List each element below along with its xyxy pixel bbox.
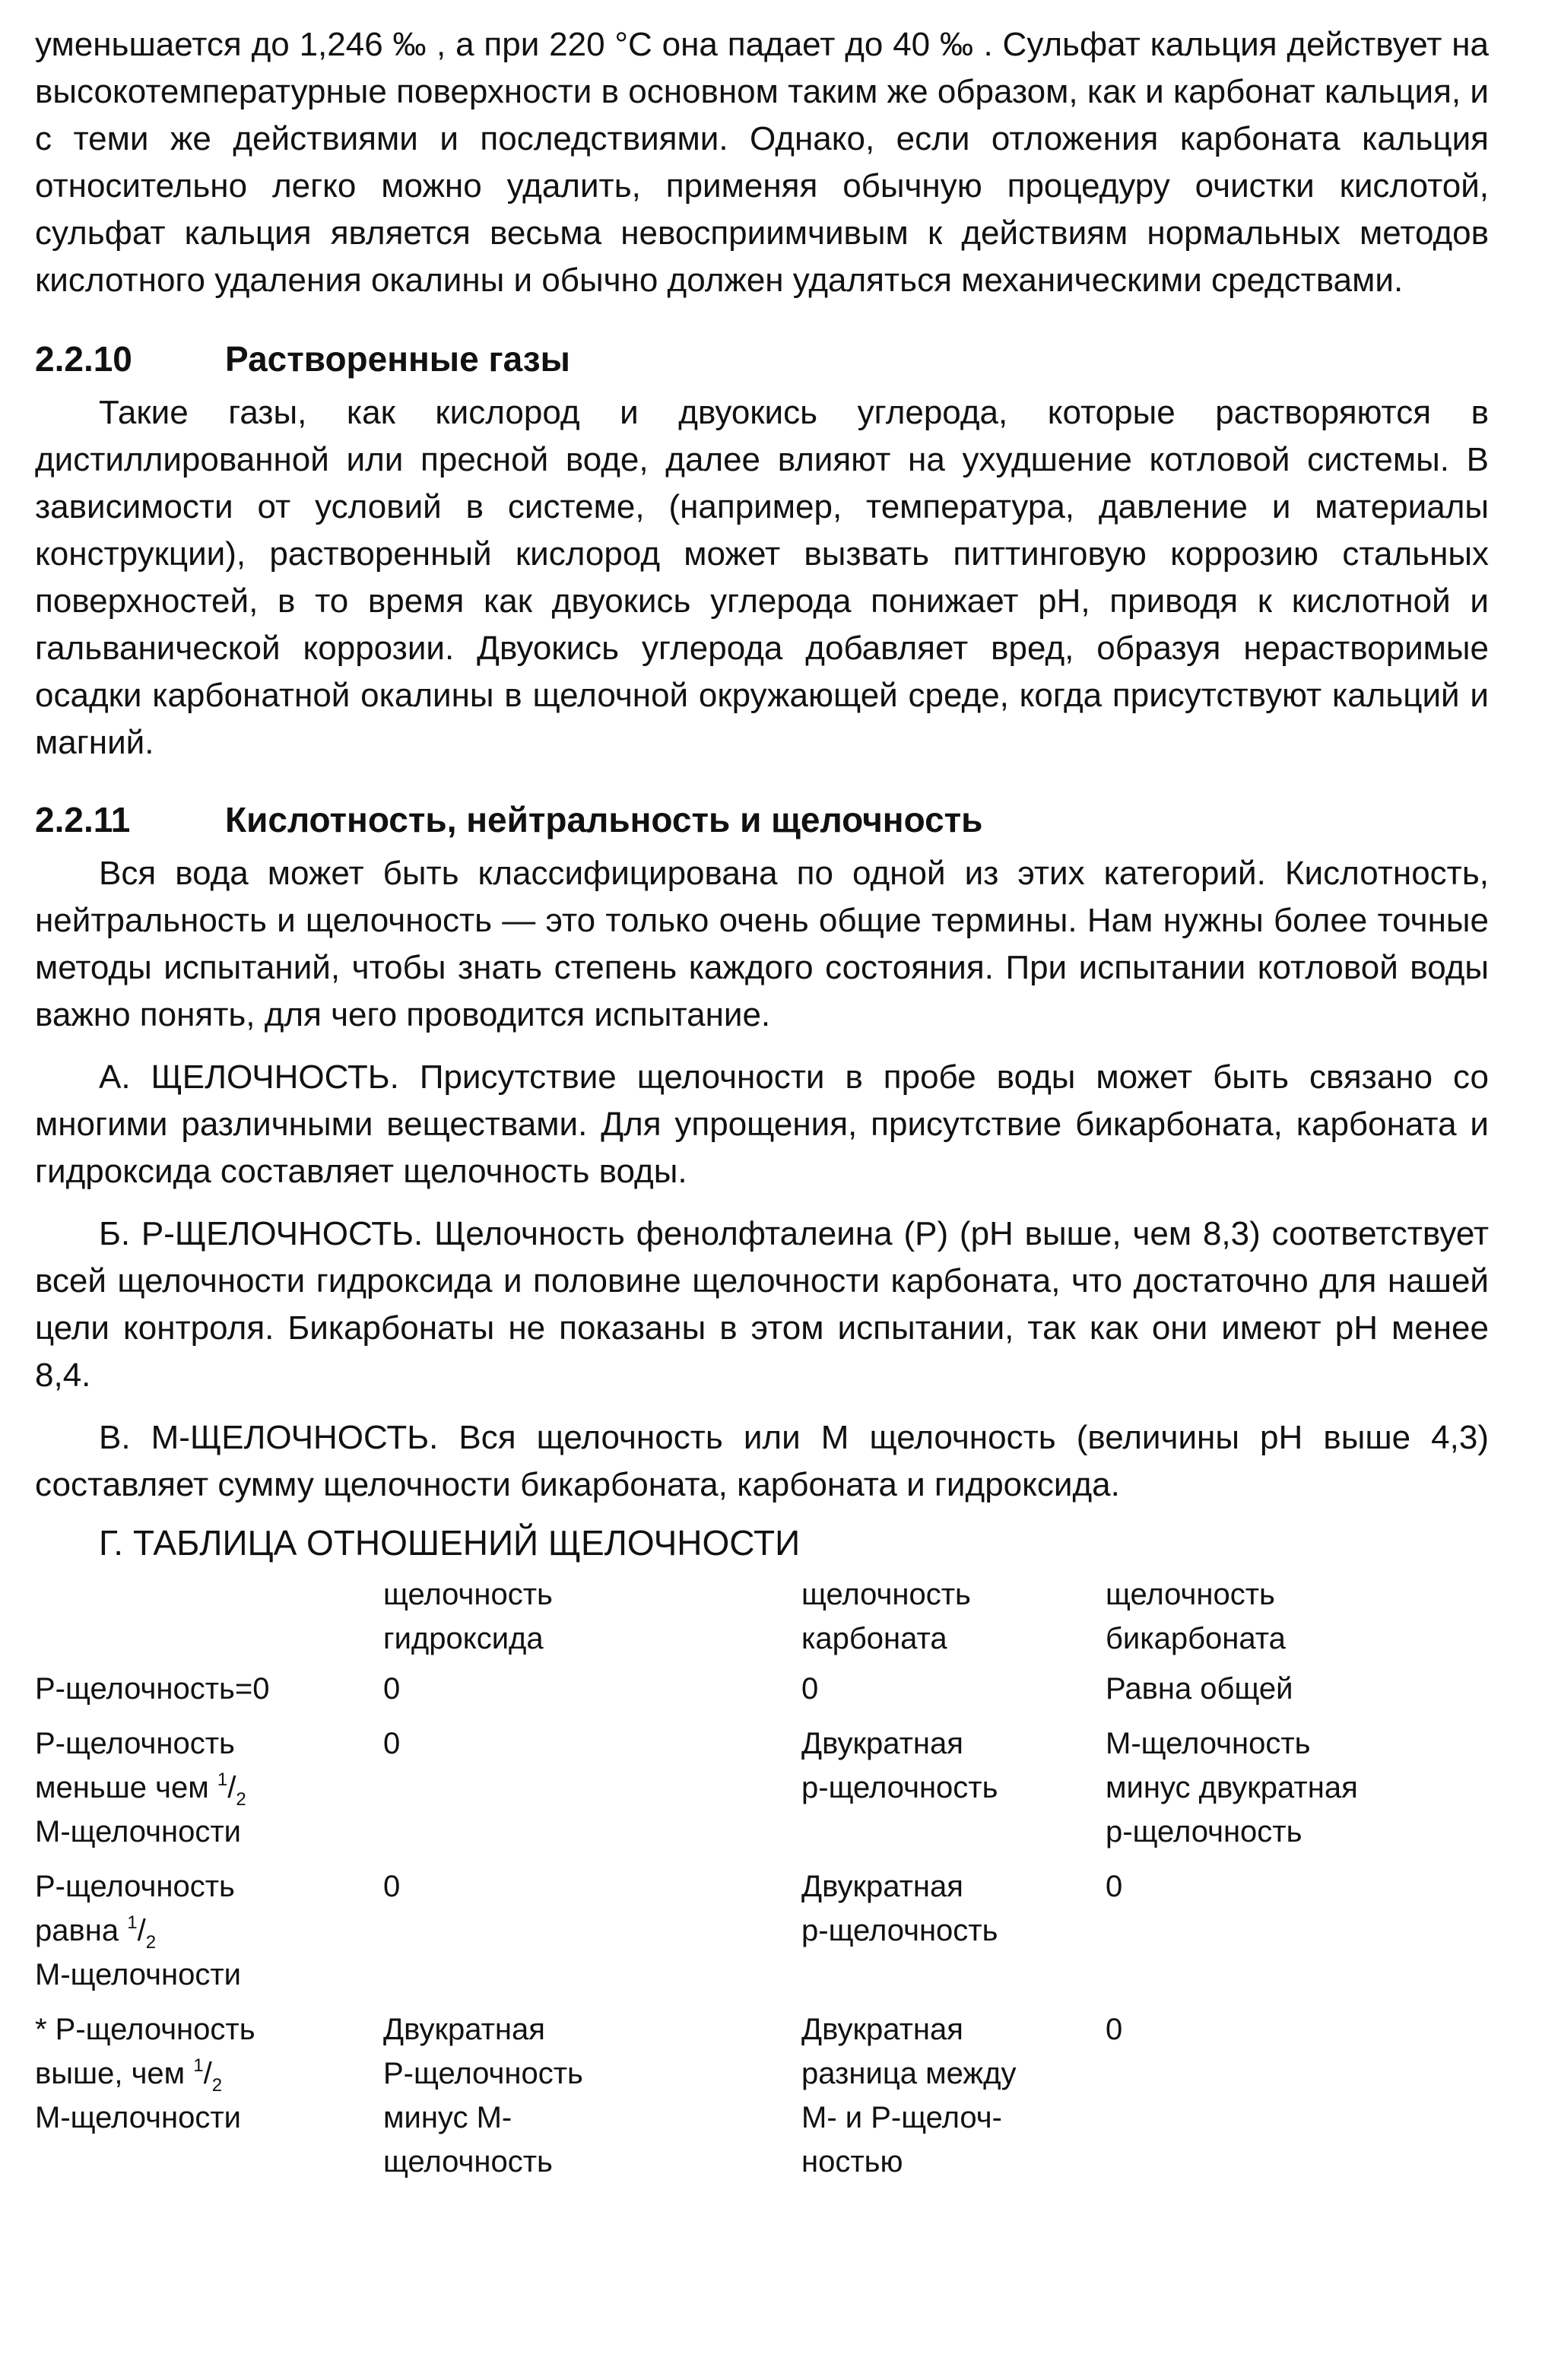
header-line: щелочность <box>1106 1578 1275 1611</box>
header-line: щелочность <box>383 1578 553 1611</box>
cell-line: Двукратная <box>383 2013 545 2046</box>
header-line: гидроксида <box>383 1622 544 1655</box>
row-label-line: Р-щелочность=0 <box>35 1672 270 1706</box>
cell-line: минус двукратная <box>1106 1771 1358 1804</box>
section-number: 2.2.10 <box>35 339 132 379</box>
table-header-hydroxide <box>383 1572 801 1661</box>
cell-hydroxide: 0 <box>383 1672 401 1706</box>
row-label-line: М-щелочности <box>35 1958 242 1991</box>
cell-line: разница между <box>801 2057 1017 2090</box>
fraction-denominator: 2 <box>236 1789 246 1810</box>
row-label-text: выше, чем <box>35 2057 186 2090</box>
row-label-p-equal-half <box>35 1864 383 1997</box>
fraction-denominator: 2 <box>145 1932 157 1953</box>
fraction-numerator: 1 <box>217 1769 228 1790</box>
cell-carbonate <box>801 2007 1106 2184</box>
row-label-text: меньше чем <box>35 1771 209 1804</box>
row-label-line: Р-щелочность <box>35 1870 235 1903</box>
row-label-line: * Р-щелочность <box>35 2013 255 2046</box>
cell-bicarbonate: 0 <box>1106 2013 1123 2046</box>
section-number: 2.2.11 <box>35 800 131 839</box>
cell-line: щелочность <box>383 2145 553 2178</box>
cell-line: Двукратная <box>801 1727 963 1760</box>
section-heading-2-2-10 <box>35 335 1489 383</box>
row-label-p-greater-half <box>35 2007 383 2184</box>
section-title: Растворенные газы <box>225 339 570 379</box>
alkalinity-item-b: Б. Р-ЩЕЛОЧНОСТЬ. Щелочность фенолфталеина (Р) (рН выше, чем 8,3) соответствует всей щелочности гидроксида и половине щелочности карбоната, что достаточно для нашей цели контроля. Бикарбонаты не показаны в этом испытании, так как они имеют рН менее 8,4. <box>35 1215 1489 1394</box>
cell-carbonate <box>801 1864 1106 1997</box>
cell-line: Р-щелочность <box>383 2057 583 2090</box>
cell-line: Двукратная <box>801 1870 963 1903</box>
table-header-carbonate <box>801 1572 1106 1661</box>
fraction-one-half: $^1/_2$ <box>217 1769 246 1810</box>
alkalinity-item-c: В. М-ЩЕЛОЧНОСТЬ. Вся щелочность или М щелочность (величины рН выше 4,3) составляет сумму щелочности бикарбоната, карбоната и гидроксида. <box>35 1419 1489 1503</box>
cell-line: Двукратная <box>801 2013 963 2046</box>
dissolved-gases-paragraph: Такие газы, как кислород и двуокись углерода, которые растворяются в дистиллированной или пресной воде, далее влияют на ухудшение котловой системы. В зависимости от условий в системе, (например, температура, давление и материалы конструкции), растворенный кислород может вызвать питтинговую коррозию стальных поверхностей, в то время как двуокись углерода понижает рН, приводя к кислотной и гальванической коррозии. Двуокись углерода добавляет вред, образуя нерастворимые осадки карбонатной окалины в щелочной окружающей среде, когда присутствуют кальций и магний. <box>35 394 1489 761</box>
row-label-text: равна <box>35 1914 119 1947</box>
fraction-one-half: $^1/_2$ <box>127 1912 157 1953</box>
alkalinity-relation-table <box>35 1572 1489 2194</box>
cell-line: ностью <box>801 2145 903 2178</box>
row-label-line <box>35 1909 383 1953</box>
cell-line: р-щелочность <box>801 1914 998 1947</box>
row-label-line: М-щелочности <box>35 1815 242 1848</box>
row-label-p-zero <box>35 1667 383 1711</box>
row-label-line <box>35 1766 383 1810</box>
fraction-numerator: 1 <box>193 2055 204 2076</box>
cell-line: р-щелочность <box>1106 1815 1302 1848</box>
classification-paragraph: Вся вода может быть классифицирована по одной из этих категорий. Кислотность, нейтральность и щелочность — это только очень общие термины. Нам нужны более точные методы испытаний, чтобы знать степень каждого состояния. При испытании котловой воды важно понять, для чего проводится испытание. <box>35 855 1489 1033</box>
intro-paragraph: уменьшается до 1,246 ‰ , а при 220 °С она падает до 40 ‰ . Сульфат кальция действует на высокотемпературные поверхности в основном таким же образом, как и карбонат кальция, и с теми же действиями и последствиями. Однако, если отложения карбоната кальция относительно легко можно удалить, применяя обычную процедуру очистки кислотой, сульфат кальция является весьма невосприимчивым к действиям нормальных методов кислотного удаления окалины и обычно должен удаляться механическими средствами. <box>35 26 1489 299</box>
cell-hydroxide: 0 <box>383 1870 401 1903</box>
cell-carbonate: 0 <box>801 1672 819 1706</box>
cell-line: М- и Р-щелоч- <box>801 2101 1002 2134</box>
row-label-p-less-half <box>35 1722 383 1854</box>
section-heading-2-2-11 <box>35 795 1489 844</box>
row-label-line: Р-щелочность <box>35 1727 235 1760</box>
section-title: Кислотность, нейтральность и щелочность <box>225 800 983 839</box>
cell-line: М-щелочность <box>1106 1727 1311 1760</box>
header-line: карбоната <box>801 1622 947 1655</box>
header-line: щелочность <box>801 1578 971 1611</box>
fraction-one-half: $^1/_2$ <box>193 2055 223 2096</box>
table-header-empty <box>35 1572 383 1661</box>
table-header-bicarbonate <box>1106 1572 1489 1661</box>
row-label-line: М-щелочности <box>35 2101 242 2134</box>
cell-line: р-щелочность <box>801 1771 998 1804</box>
cell-bicarbonate: Равна общей <box>1106 1672 1293 1706</box>
cell-hydroxide <box>383 2007 801 2184</box>
table-title: Г. ТАБЛИЦА ОТНОШЕНИЙ ЩЕЛОЧНОСТИ <box>99 1523 801 1563</box>
cell-carbonate <box>801 1722 1106 1854</box>
cell-bicarbonate <box>1106 1722 1489 1854</box>
cell-bicarbonate: 0 <box>1106 1870 1123 1903</box>
header-line: бикарбоната <box>1106 1622 1286 1655</box>
fraction-denominator: 2 <box>211 2075 223 2096</box>
cell-line: минус М- <box>383 2101 512 2134</box>
row-label-line <box>35 2052 383 2096</box>
fraction-numerator: 1 <box>127 1912 138 1933</box>
alkalinity-item-a: А. ЩЕЛОЧНОСТЬ. Присутствие щелочности в пробе воды может быть связано со многими различными веществами. Для упрощения, присутствие бикарбоната, карбоната и гидроксида составляет щелочность воды. <box>35 1058 1489 1190</box>
cell-hydroxide: 0 <box>383 1727 401 1760</box>
